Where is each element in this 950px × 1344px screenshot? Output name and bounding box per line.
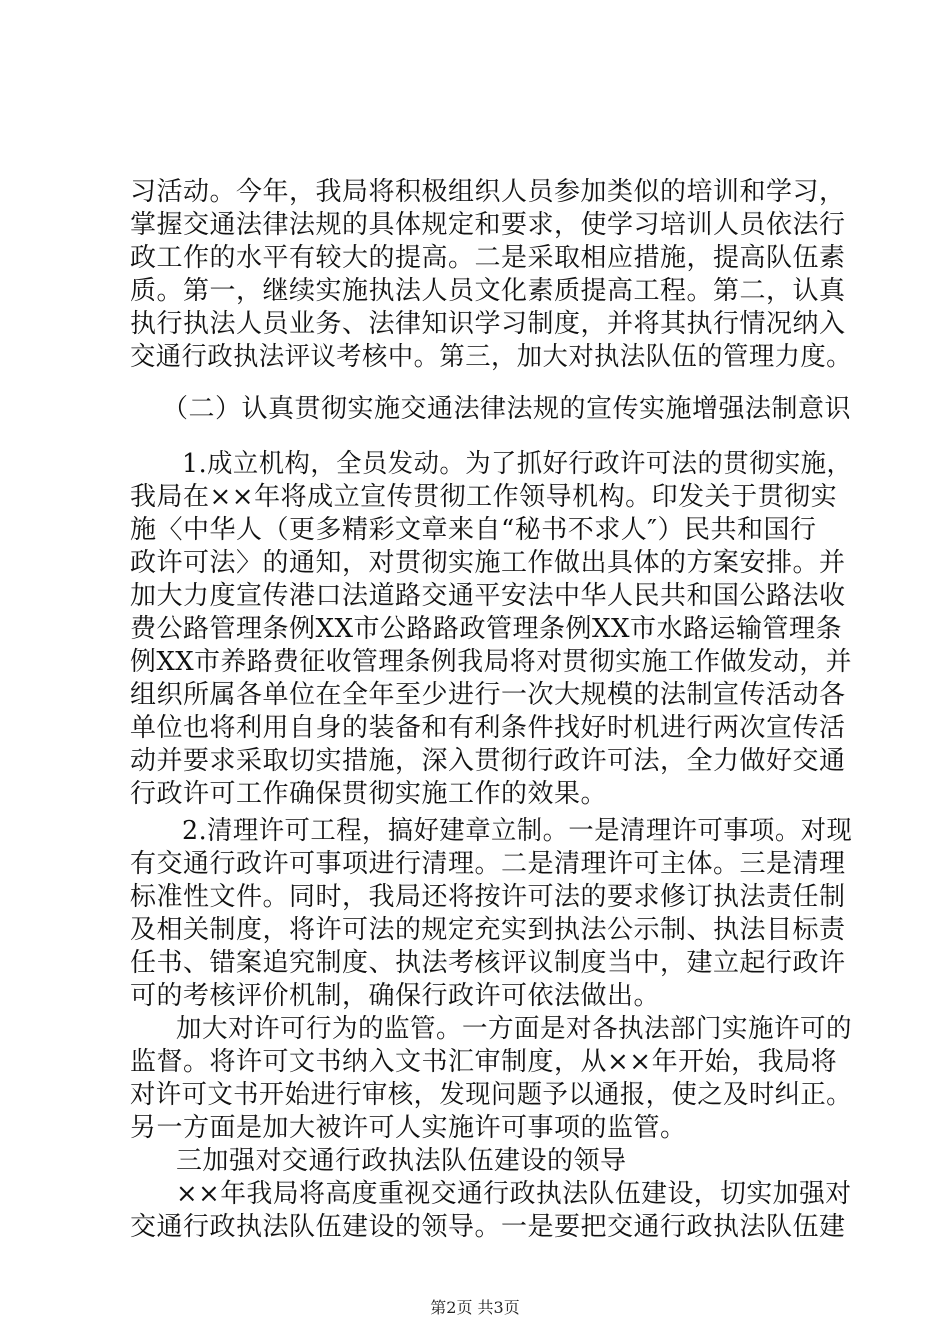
section-heading: （二）认真贯彻实施交通法律法规的宣传实施增强法制意识: [162, 394, 852, 424]
text-line: 另一方面是加大被许可人实施许可事项的监管。: [130, 1113, 687, 1143]
text-line: 2.清理许可工程，搞好建章立制。一是清理许可事项。对现: [182, 816, 853, 846]
page-number: 第2页 共3页: [430, 1298, 520, 1317]
text-line: 执行执法人员业务、法律知识学习制度，并将其执行情况纳入: [130, 309, 846, 339]
text-line: 政工作的水平有较大的提高。二是采取相应措施，提高队伍素: [130, 243, 846, 273]
text-line: 有交通行政许可事项进行清理。二是清理许可主体。三是清理: [130, 849, 846, 879]
text-line: 交通行政执法队伍建设的领导。一是要把交通行政执法队伍建: [130, 1212, 846, 1242]
text-line: 监督。将许可文书纳入文书汇审制度，从××年开始，我局将: [130, 1047, 838, 1077]
text-line: ××年我局将高度重视交通行政执法队伍建设，切实加强对: [176, 1179, 852, 1209]
text-line: 质。第一，继续实施执法人员文化素质提高工程。第二，认真: [130, 276, 846, 306]
text-line: 加大对许可行为的监管。一方面是对各执法部门实施许可的: [176, 1014, 852, 1044]
text-line: 例XX市养路费征收管理条例我局将对贯彻实施工作做发动，并: [130, 647, 853, 677]
text-line: 施〈中华人（更多精彩文章来自“秘书不求人″）民共和国行: [130, 515, 817, 545]
text-line: 掌握交通法律法规的具体规定和要求，使学习培训人员依法行: [130, 210, 846, 240]
text-line: 及相关制度，将许可法的规定充实到执法公示制、执法目标责: [130, 915, 846, 945]
text-line: 动并要求采取切实措施，深入贯彻行政许可法，全力做好交通: [130, 746, 846, 776]
text-line: 习活动。今年，我局将积极组织人员参加类似的培训和学习，: [130, 177, 846, 207]
text-line: 任书、错案追究制度、执法考核评议制度当中，建立起行政许: [130, 948, 846, 978]
text-line: 加大力度宣传港口法道路交通平安法中华人民共和国公路法收: [130, 581, 846, 611]
text-line: 我局在××年将成立宣传贯彻工作领导机构。印发关于贯彻实: [130, 482, 838, 512]
text-line: 费公路管理条例XX市公路路政管理条例XX市水路运输管理条: [130, 614, 843, 644]
text-line: 单位也将利用自身的装备和有利条件找好时机进行两次宣传活: [130, 713, 846, 743]
text-line: 对许可文书开始进行审核，发现问题予以通报，使之及时纠正。: [130, 1080, 852, 1110]
text-line: 1.成立机构，全员发动。为了抓好行政许可法的贯彻实施，: [182, 449, 853, 479]
text-line: 标准性文件。同时，我局还将按许可法的要求修订执法责任制: [130, 882, 846, 912]
text-line: 可的考核评价机制，确保行政许可依法做出。: [130, 981, 661, 1011]
text-line: 交通行政执法评议考核中。第三，加大对执法队伍的管理力度。: [130, 342, 852, 372]
text-line: 组织所属各单位在全年至少进行一次大规模的法制宣传活动各: [130, 680, 846, 710]
text-line: 行政许可工作确保贯彻实施工作的效果。: [130, 779, 608, 809]
text-line: 政许可法〉的通知，对贯彻实施工作做出具体的方案安排。并: [130, 548, 846, 578]
section-heading: 三加强对交通行政执法队伍建设的领导: [176, 1146, 627, 1176]
